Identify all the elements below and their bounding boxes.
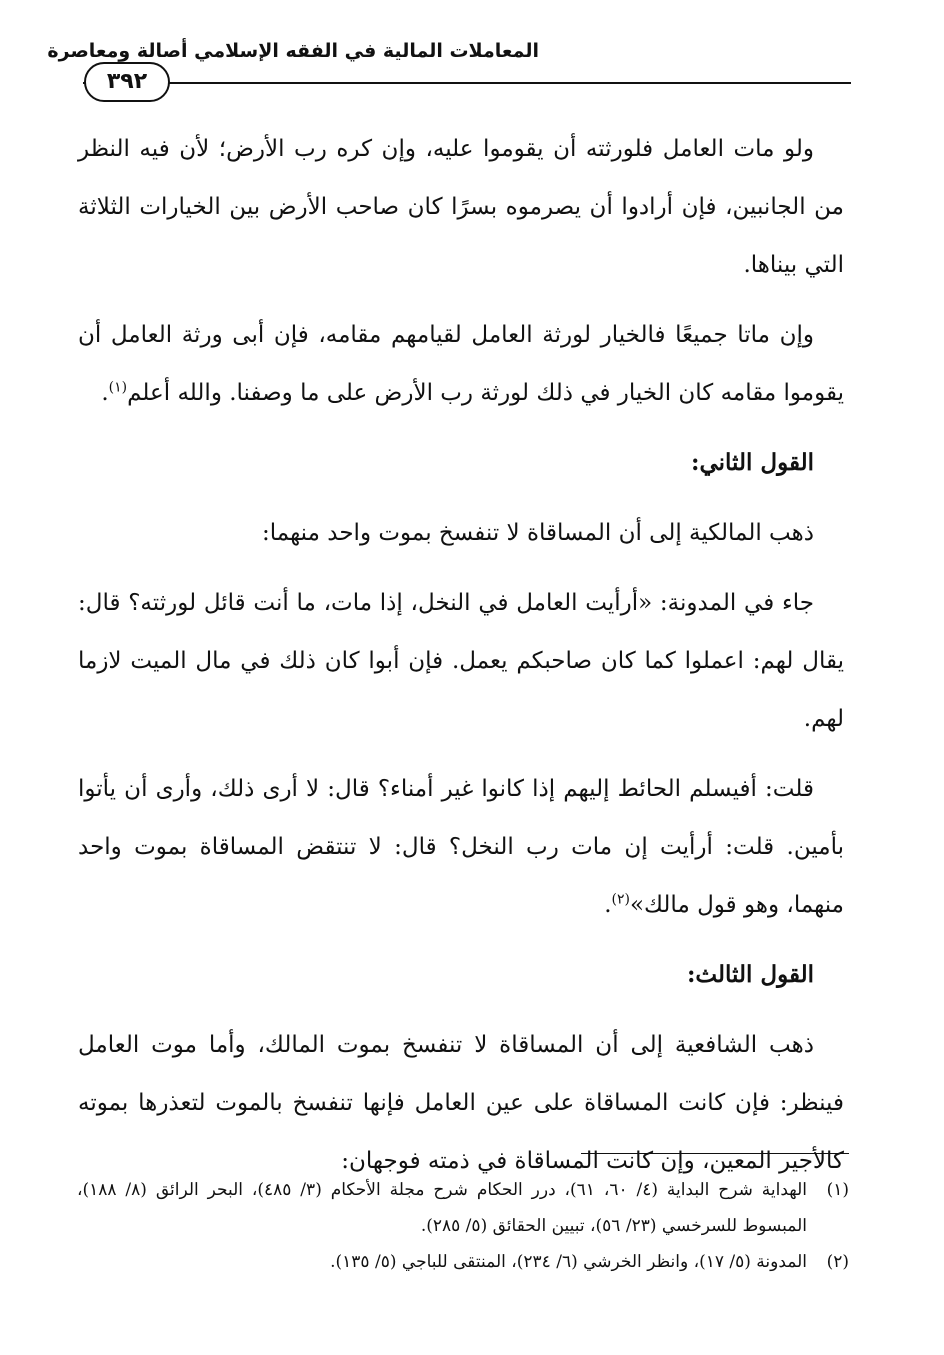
- paragraph: ذهب المالكية إلى أن المساقاة لا تنفسخ بموت واحد منهما:: [262, 520, 814, 546]
- running-header: المعاملات المالية في الفقه الإسلامي أصالة ومعاصرة: [47, 40, 539, 62]
- page-number: ٣٩٢: [84, 62, 170, 102]
- footnote-number: (١): [826, 1180, 849, 1200]
- paragraph: جاء في المدونة: «أرأيت العامل في النخل، إذا مات، ما أنت قائل لورثته؟ قال: يقال لهم: اعملوا كما كان صاحبكم يعمل. فإن أبوا كان ذلك في مال الميت لازما لهم.: [78, 590, 844, 732]
- footnote-ref: (٢): [611, 891, 630, 908]
- paragraph: ذهب الشافعية إلى أن المساقاة لا تنفسخ بموت المالك، وأما موت العامل فينظر: فإن كانت المساقاة على عين العامل فإنها تنفسخ بالموت لتعذرها بموته كالأجير المعين، وإن كانت المساقاة في ذمته فوجهان:: [78, 1032, 844, 1174]
- footnote: [77, 1244, 849, 1280]
- footnotes: [77, 1172, 849, 1280]
- footnote-text: المدونة (٥/ ١٧)، وانظر الخرشي (٦/ ٢٣٤)، المنتقى للباجي (٥/ ١٣٥).: [330, 1252, 807, 1272]
- paragraph-text: قلت: أفيسلم الحائط إليهم إذا كانوا غير أمناء؟ قال: لا أرى ذلك، وأرى أن يأتوا بأمين. قلت: أرأيت إن مات رب النخل؟ قال: لا تنتقض المساقاة بموت واحد منهما، وهو قول مالك»: [78, 776, 844, 918]
- footnote: [77, 1172, 849, 1244]
- footnote-text: الهداية شرح البداية (٤/ ٦٠، ٦١)، درر الحكام شرح مجلة الأحكام (٣/ ٤٨٥)، البحر الرائق (٨/ ١٨٨)، المبسوط للسرخسي (٢٣/ ٥٦)، تبيين الحقائق (٥/ ٢٨٥).: [77, 1180, 807, 1236]
- footnote-separator: [581, 1153, 849, 1154]
- paragraph-text: وإن ماتا جميعًا فالخيار لورثة العامل لقيامهم مقامه، فإن أبى ورثة العامل أن يقوموا مقامه كان الخيار في ذلك لورثة رب الأرض على ما وصفنا. والله أعلم: [78, 322, 844, 406]
- footnote-ref: (١): [108, 379, 128, 396]
- paragraph-end: .: [604, 892, 612, 918]
- header-rule: [83, 82, 851, 84]
- paragraph-end: .: [101, 380, 109, 406]
- section-heading: القول الثالث:: [686, 961, 814, 988]
- footnote-number: (٢): [826, 1252, 849, 1272]
- paragraph: ولو مات العامل فلورثته أن يقوموا عليه، وإن كره رب الأرض؛ لأن فيه النظر من الجانبين، فإن أرادوا أن يصرموه بسرًا كان صاحب الأرض بين الخيارات الثلاثة التي بيناها.: [78, 136, 844, 278]
- body-text: [78, 120, 844, 1202]
- paragraph: [78, 306, 844, 422]
- section-heading: القول الثاني:: [690, 449, 814, 476]
- paragraph: [78, 760, 844, 934]
